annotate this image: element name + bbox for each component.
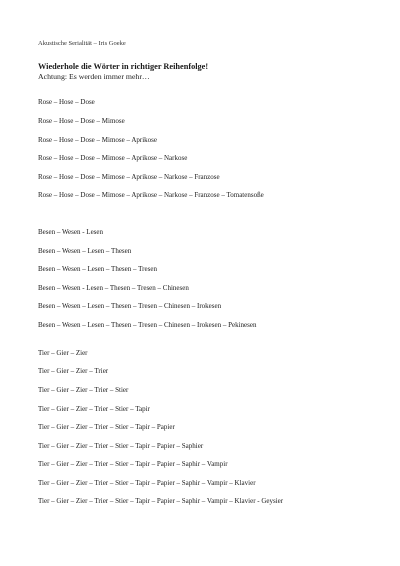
exercise-subtitle: Achtung: Es werden immer mehr… [38,72,150,81]
word-sequence-line: Besen – Wesen – Lesen – Thesen – Tresen [38,265,157,273]
exercise-title: Wiederhole die Wörter in richtiger Reihenfolge! [38,62,209,71]
word-sequence-line: Rose – Hose – Dose – Mimose – Aprikose – Narkose [38,154,188,162]
word-sequence-line: Besen – Wesen – Lesen – Thesen – Tresen – Chinesen – Irokesen [38,302,222,310]
word-sequence-line: Rose – Hose – Dose – Mimose – Aprikose – Narkose – Franzose – Tomatensoße [38,191,264,199]
word-sequence-line: Tier – Gier – Zier – Trier – Stier – Tapir – Papier – Saphier [38,442,204,450]
word-sequence-line: Besen – Wesen – Lesen – Thesen [38,247,132,255]
word-sequence-line: Tier – Gier – Zier [38,349,88,357]
word-sequence-line: Rose – Hose – Dose – Mimose [38,117,125,125]
word-sequence-line: Besen – Wesen – Lesen – Thesen – Tresen – Chinesen – Irokesen – Pekinesen [38,321,257,329]
word-sequence-line: Rose – Hose – Dose [38,98,95,106]
word-sequence-line: Tier – Gier – Zier – Trier – Stier – Tapir [38,405,150,413]
word-sequence-line: Tier – Gier – Zier – Trier – Stier – Tapir – Papier – Saphir – Vampir [38,460,228,468]
word-sequence-line: Tier – Gier – Zier – Trier – Stier [38,386,129,394]
word-sequence-line: Rose – Hose – Dose – Mimose – Aprikose [38,136,157,144]
word-sequence-line: Tier – Gier – Zier – Trier – Stier – Tapir – Papier – Saphir – Vampir – Klavier [38,479,256,487]
word-sequence-line: Rose – Hose – Dose – Mimose – Aprikose – Narkose – Franzose [38,173,220,181]
word-sequence-line: Tier – Gier – Zier – Trier [38,367,109,375]
page-header: Akustische Serialität – Iris Goeke [38,40,126,47]
word-sequence-line: Besen – Wesen - Lesen – Thesen – Tresen – Chinesen [38,284,189,292]
word-sequence-line: Tier – Gier – Zier – Trier – Stier – Tapir – Papier [38,423,175,431]
word-sequence-line: Tier – Gier – Zier – Trier – Stier – Tapir – Papier – Saphir – Vampir – Klavier - Geysier [38,497,284,505]
word-sequence-line: Besen – Wesen - Lesen [38,228,104,236]
